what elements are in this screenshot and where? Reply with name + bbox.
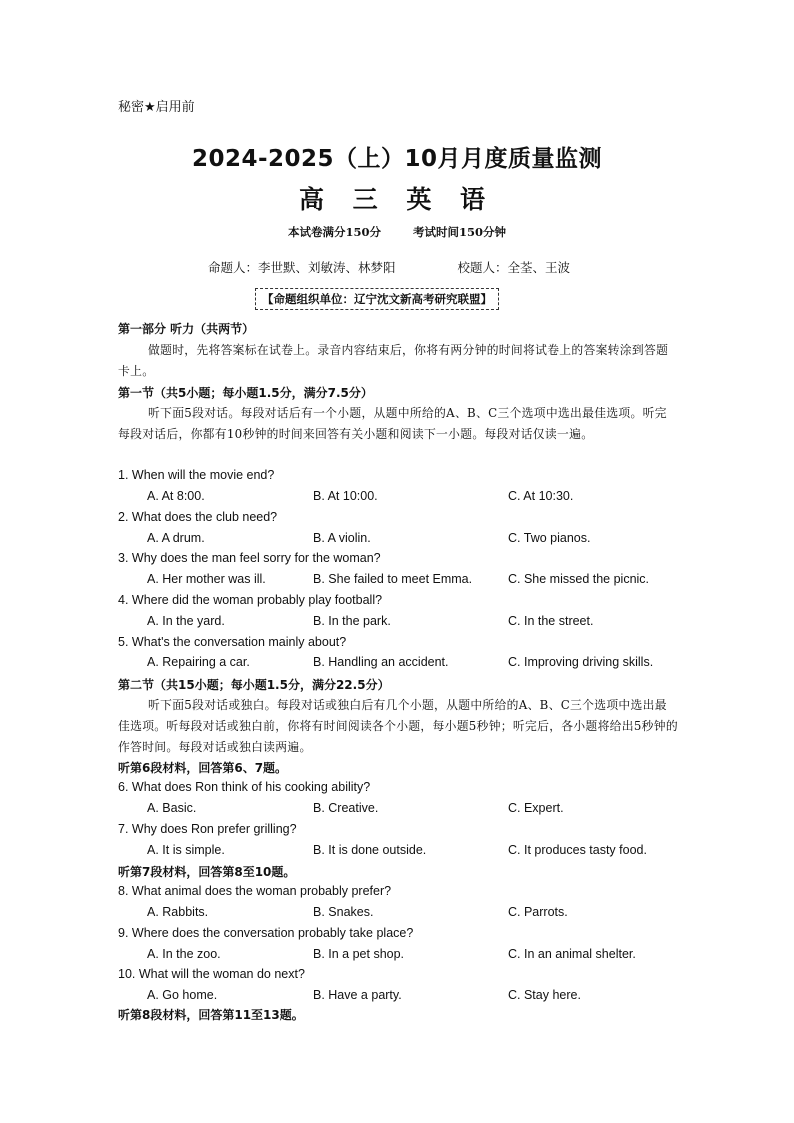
q8-option-c: C. Parrots. [508, 905, 568, 919]
q2-option-a: A. A drum. [147, 531, 205, 545]
exam-info [0, 224, 794, 240]
q5-option-a: A. Repairing a car. [147, 655, 250, 669]
q10-option-c: C. Stay here. [508, 988, 581, 1002]
material-8-label: 听第8段材料，回答第11至13题。 [118, 1008, 304, 1022]
question-1: 1. When will the movie end? [118, 468, 275, 482]
q4-option-c: C. In the street. [508, 614, 594, 628]
q6-option-a: A. Basic. [147, 801, 197, 815]
section1-instruction: 听下面5段对话。每段对话后有一个小题，从题中所给的A、B、C三个选项中选出最佳选项。听完每段对话后，你都有10秒钟的时间来回答有关小题和阅读下一小题。每段对话仅读一遍。 [118, 406, 667, 441]
question-reviewers: 校题人：全荃、王波 [457, 260, 571, 275]
question-9: 9. Where does the conversation probably take place? [118, 926, 414, 940]
q10-option-b: B. Have a party. [313, 988, 402, 1002]
material-7-label: 听第7段材料，回答第8至10题。 [118, 865, 296, 879]
confidential-label: 秘密★启用前 [118, 100, 195, 115]
q3-option-c: C. She missed the picnic. [508, 572, 650, 586]
part1-instruction: 做题时，先将答案标在试卷上。录音内容结束后，你将有两分钟的时间将试卷上的答案转涂到答题卡上。 [118, 343, 669, 378]
q7-option-c: C. It produces tasty food. [508, 843, 647, 857]
q2-option-b: B. A violin. [313, 531, 371, 545]
q6-option-b: B. Creative. [313, 801, 379, 815]
q2-option-c: C. Two pianos. [508, 531, 591, 545]
q4-option-a: A. In the yard. [147, 614, 225, 628]
q1-option-a: A. At 8:00. [147, 489, 205, 503]
q6-option-c: C. Expert. [508, 801, 564, 815]
section2-instruction: 听下面5段对话或独白。每段对话或独白后有几个小题，从题中所给的A、B、C三个选项中选出最佳选项。听每段对话或独白前，你将有时间阅读各个小题，每小题5秒钟；听完后，各小题将给出5秒钟的作答时间。每段对话或独白读两遍。 [118, 698, 678, 754]
question-3: 3. Why does the man feel sorry for the woman? [118, 551, 381, 565]
authors-line [208, 258, 570, 276]
section2-heading: 第二节（共15小题；每小题1.5分，满分22.5分） [118, 678, 390, 692]
q9-option-a: A. In the zoo. [147, 947, 221, 961]
section1-heading: 第一节（共5小题；每小题1.5分，满分7.5分） [118, 386, 373, 400]
q10-option-a: A. Go home. [147, 988, 218, 1002]
q3-option-a: A. Her mother was ill. [147, 572, 266, 586]
q1-option-b: B. At 10:00. [313, 489, 378, 503]
q4-option-b: B. In the park. [313, 614, 391, 628]
organizer-box: 【命题组织单位：辽宁沈文新高考研究联盟】 [255, 288, 499, 310]
subject-title: 高 三 英 语 [298, 185, 496, 214]
question-2: 2. What does the club need? [118, 510, 278, 524]
q9-option-b: B. In a pet shop. [313, 947, 405, 961]
question-6: 6. What does Ron think of his cooking ability? [118, 780, 371, 794]
q1-option-c: C. At 10:30. [508, 489, 574, 503]
q8-option-b: B. Snakes. [313, 905, 374, 919]
question-5: 5. What's the conversation mainly about? [118, 635, 347, 649]
score-info: 本试卷满分150分 [287, 225, 381, 239]
material-6-label: 听第6段材料，回答第6、7题。 [118, 761, 288, 775]
q5-option-c: C. Improving driving skills. [508, 655, 654, 669]
exam-title: 2024-2025（上）10月月度质量监测 [191, 146, 603, 172]
question-10: 10. What will the woman do next? [118, 967, 305, 981]
q5-option-b: B. Handling an accident. [313, 655, 449, 669]
q7-option-a: A. It is simple. [147, 843, 225, 857]
question-authors: 命题人：李世默、刘敏涛、林梦阳 [208, 260, 396, 275]
time-info: 考试时间150分钟 [413, 225, 507, 239]
q9-option-c: C. In an animal shelter. [508, 947, 636, 961]
q8-option-a: A. Rabbits. [147, 905, 209, 919]
q7-option-b: B. It is done outside. [313, 843, 427, 857]
question-8: 8. What animal does the woman probably prefer? [118, 884, 392, 898]
q3-option-b: B. She failed to meet Emma. [313, 572, 473, 586]
part1-heading: 第一部分 听力（共两节） [118, 322, 255, 336]
question-4: 4. Where did the woman probably play football? [118, 593, 383, 607]
question-7: 7. Why does Ron prefer grilling? [118, 822, 297, 836]
